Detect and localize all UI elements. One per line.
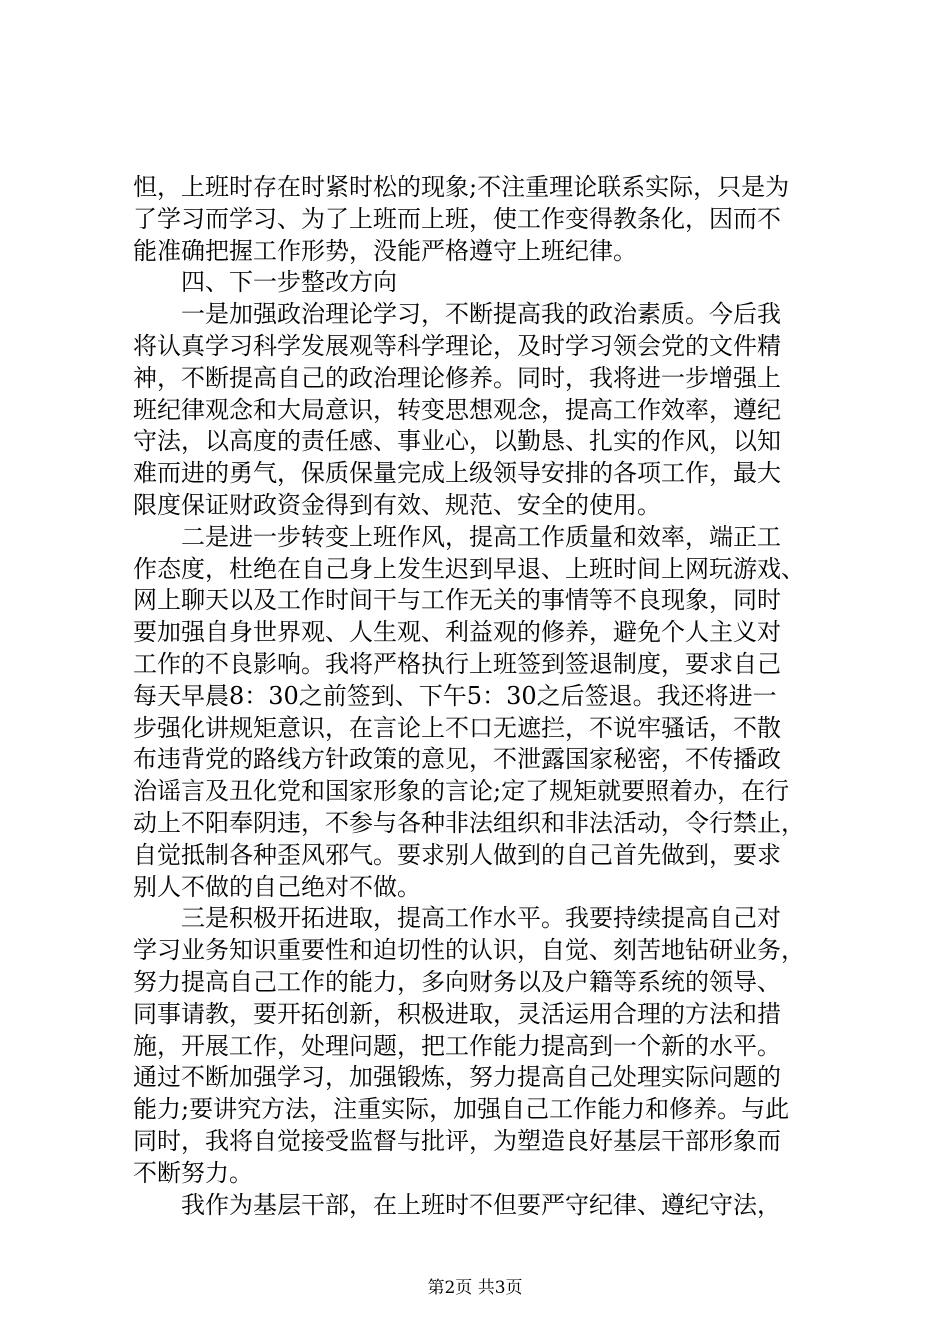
text-line: 布违背党的路线方针政策的意见，不泄露国家秘密，不传播政 <box>133 745 781 774</box>
text-line: 能准确把握工作形势，没能严格遵守上班纪律。 <box>133 236 637 265</box>
text-line: 将认真学习科学发展观等科学理论，及时学习领会党的文件精 <box>133 331 781 360</box>
text-line: 施，开展工作，处理问题，把工作能力提高到一个新的水平。 <box>133 1031 781 1060</box>
text-line: 了学习而学习、为了上班而上班，使工作变得教条化，因而不 <box>133 204 781 233</box>
text-line: 努力提高自己工作的能力，多向财务以及户籍等系统的领导、 <box>133 967 781 996</box>
text-line: 要加强自身世界观、人生观、利益观的修养，避免个人主义对 <box>133 618 781 647</box>
text-line: 通过不断加强学习，加强锻炼，努力提高自己处理实际问题的 <box>133 1063 781 1092</box>
text-line: 不断努力。 <box>133 1158 253 1187</box>
text-line: 工作的不良影响。我将严格执行上班签到签退制度，要求自己 <box>133 649 781 678</box>
text-line: 神，不断提高自己的政治理论修养。同时，我将进一步增强上 <box>133 363 781 392</box>
text-line: 动上不阳奉阴违，不参与各种非法组织和非法活动，令行禁止， <box>133 808 805 837</box>
text-line: 同事请教，要开拓创新，积极进取，灵活运用合理的方法和措 <box>133 999 781 1028</box>
text-line: 限度保证财政资金得到有效、规范、安全的使用。 <box>133 490 661 519</box>
text-line: 每天早晨8：30之前签到、下午5：30之后签退。我还将进一 <box>133 681 777 710</box>
text-line: 作态度，杜绝在自己身上发生迟到早退、上班时间上网玩游戏、 <box>133 554 805 583</box>
text-line: 学习业务知识重要性和迫切性的认识，自觉、刻苦地钻研业务， <box>133 936 805 965</box>
text-line: 同时，我将自觉接受监督与批评，为塑造良好基层干部形象而 <box>133 1126 781 1155</box>
text-line: 二是进一步转变上班作风，提高工作质量和效率，端正工 <box>181 522 781 551</box>
text-line: 治谣言及丑化党和国家形象的言论;定了规矩就要照着办，在行 <box>133 777 790 806</box>
text-line: 能力;要讲究方法，注重实际，加强自己工作能力和修养。与此 <box>133 1095 790 1124</box>
text-line: 守法，以高度的责任感、事业心，以勤恳、扎实的作风，以知 <box>133 427 781 456</box>
text-line: 网上聊天以及工作时间干与工作无关的事情等不良现象，同时 <box>133 586 781 615</box>
text-line: 难而进的勇气，保质保量完成上级领导安排的各项工作，最大 <box>133 459 781 488</box>
section-heading: 四、下一步整改方向 <box>181 268 397 297</box>
page-number-footer: 第2页 共3页 <box>427 1278 523 1298</box>
text-line: 班纪律观念和大局意识，转变思想观念，提高工作效率，遵纪 <box>133 395 781 424</box>
text-line: 别人不做的自己绝对不做。 <box>133 872 421 901</box>
text-line: 步强化讲规矩意识，在言论上不口无遮拦，不说牢骚话，不散 <box>133 713 781 742</box>
text-line: 怛，上班时存在时紧时松的现象;不注重理论联系实际，只是为 <box>133 173 790 201</box>
text-line: 一是加强政治理论学习，不断提高我的政治素质。今后我 <box>181 300 781 329</box>
document-body <box>133 172 823 1221</box>
text-line: 三是积极开拓进取，提高工作水平。我要持续提高自己对 <box>181 904 781 933</box>
text-line: 我作为基层干部，在上班时不但要严守纪律、遵纪守法， <box>181 1190 781 1219</box>
text-line: 自觉抵制各种歪风邪气。要求别人做到的自己首先做到，要求 <box>133 840 781 869</box>
